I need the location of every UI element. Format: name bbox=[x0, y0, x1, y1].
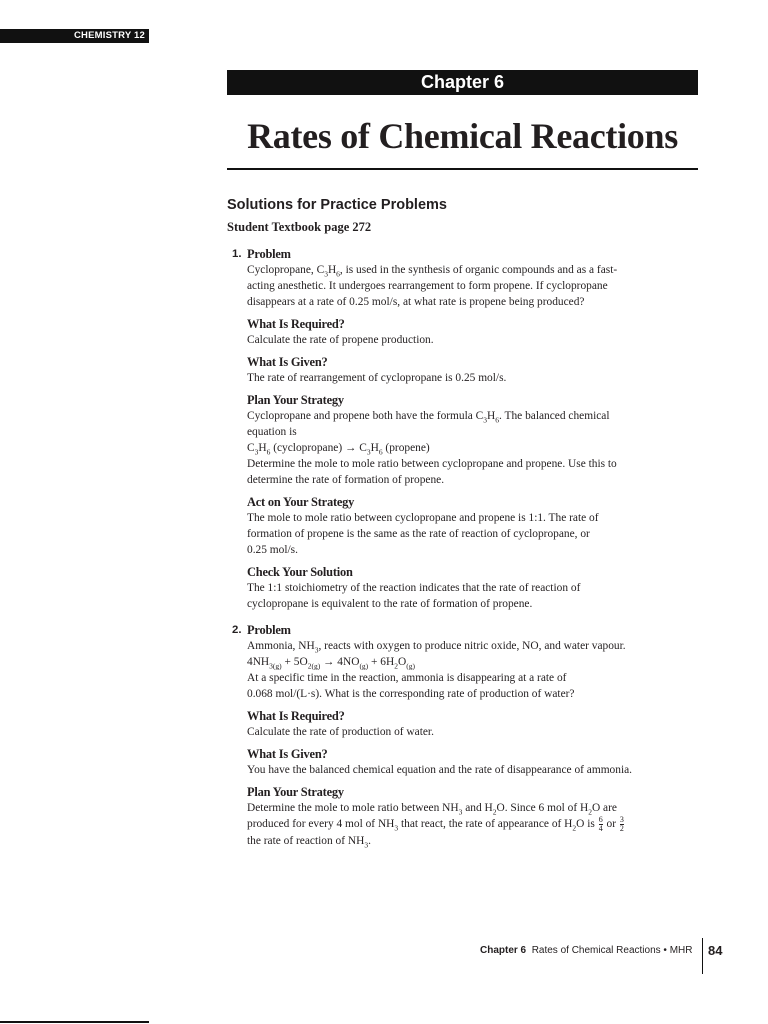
given-text: You have the balanced chemical equation and the rate of disappearance of ammonia. bbox=[247, 764, 633, 776]
act-text-line: 0.25 mol/s. bbox=[247, 544, 298, 556]
problem-text-line: acting anesthetic. It undergoes rearrangement to form propene. If cyclopropane bbox=[247, 280, 608, 292]
required-heading: What Is Required? bbox=[247, 317, 345, 331]
given-text: The rate of rearrangement of cyclopropane is 0.25 mol/s. bbox=[247, 372, 507, 384]
footer-title: Rates of Chemical Reactions • MHR bbox=[531, 945, 693, 956]
check-text-line: The 1:1 stoichiometry of the reaction indicates that the rate of reaction of bbox=[247, 582, 581, 594]
required-text: Calculate the rate of production of water. bbox=[247, 726, 434, 738]
problem-number: 2. bbox=[232, 624, 242, 636]
problem-1 bbox=[227, 246, 702, 612]
given-heading: What Is Given? bbox=[247, 747, 328, 761]
title-rule bbox=[227, 168, 698, 170]
plan-text-line: produced for every 4 mol of $NH_3$ that react, the rate of appearance of $H_2O$ is $\frac{6}{4}$ or $\frac{3}{2}$ bbox=[247, 815, 624, 833]
plan-text-line: Determine the mole to mole ratio between cyclopropane and propene. Use this to bbox=[247, 458, 617, 470]
plan-text-line: determine the rate of formation of propene. bbox=[247, 474, 445, 486]
chapter-title: Rates of Chemical Reactions bbox=[247, 116, 678, 156]
textbook-page-ref: Student Textbook page 272 bbox=[227, 220, 372, 234]
problem-2 bbox=[227, 622, 702, 849]
problem-heading: Problem bbox=[247, 623, 291, 637]
check-heading: Check Your Solution bbox=[247, 565, 353, 579]
check-text-line: cyclopropane is equivalent to the rate of formation of propene. bbox=[247, 598, 533, 610]
plan-heading: Plan Your Strategy bbox=[247, 393, 344, 407]
bottom-rule bbox=[0, 1021, 149, 1023]
act-text-line: formation of propene is the same as the rate of reaction of cyclopropane, or bbox=[247, 528, 590, 540]
equation-line: $C_3H_6$ (cyclopropane) → $C_3H_6$ (propene) bbox=[247, 442, 430, 457]
act-text-line: The mole to mole ratio between cyclopropane and propene is 1:1. The rate of bbox=[247, 512, 599, 524]
chapter-label: Chapter 6 bbox=[227, 70, 698, 95]
problem-text-line: Ammonia, $NH_3$, reacts with oxygen to produce nitric oxide, NO, and water vapour. bbox=[247, 640, 626, 655]
act-heading: Act on Your Strategy bbox=[247, 495, 355, 509]
plan-text-line: Determine the mole to mole ratio between $NH_3$ and $H_2O$. Since 6 mol of $H_2O$ are bbox=[247, 802, 617, 817]
required-heading: What Is Required? bbox=[247, 709, 345, 723]
problem-number: 1. bbox=[232, 248, 242, 260]
solutions-content bbox=[227, 246, 702, 849]
page-footer bbox=[480, 943, 692, 959]
equation-line: $4NH_{3(g)} + 5O_{2(g)} \to 4NO_{(g)} + 6H_2O_{(g)}$ bbox=[247, 656, 415, 671]
problem-text-line: Cyclopropane, $C_3H_6$, is used in the synthesis of organic compounds and as a fast- bbox=[247, 264, 618, 279]
page-number: 84 bbox=[708, 943, 723, 958]
footer-chapter: Chapter 6 bbox=[480, 945, 527, 956]
given-heading: What Is Given? bbox=[247, 355, 328, 369]
required-text: Calculate the rate of propene production. bbox=[247, 334, 434, 346]
plan-text-line: equation is bbox=[247, 426, 297, 438]
problem-text-line: 0.068 mol/(L·s). What is the corresponding rate of production of water? bbox=[247, 688, 575, 700]
plan-text-line: the rate of reaction of $NH_3$. bbox=[247, 835, 371, 850]
problem-text-line: disappears at a rate of 0.25 mol/s, at what rate is propene being produced? bbox=[247, 296, 585, 308]
section-heading: Solutions for Practice Problems bbox=[227, 197, 447, 213]
problem-text-line: At a specific time in the reaction, ammonia is disappearing at a rate of bbox=[247, 672, 567, 684]
plan-text-line: Cyclopropane and propene both have the formula $C_3H_6$. The balanced chemical bbox=[247, 410, 610, 425]
problem-heading: Problem bbox=[247, 247, 291, 261]
plan-heading: Plan Your Strategy bbox=[247, 785, 344, 799]
course-tab: CHEMISTRY 12 bbox=[0, 29, 149, 43]
footer-divider bbox=[702, 938, 703, 974]
